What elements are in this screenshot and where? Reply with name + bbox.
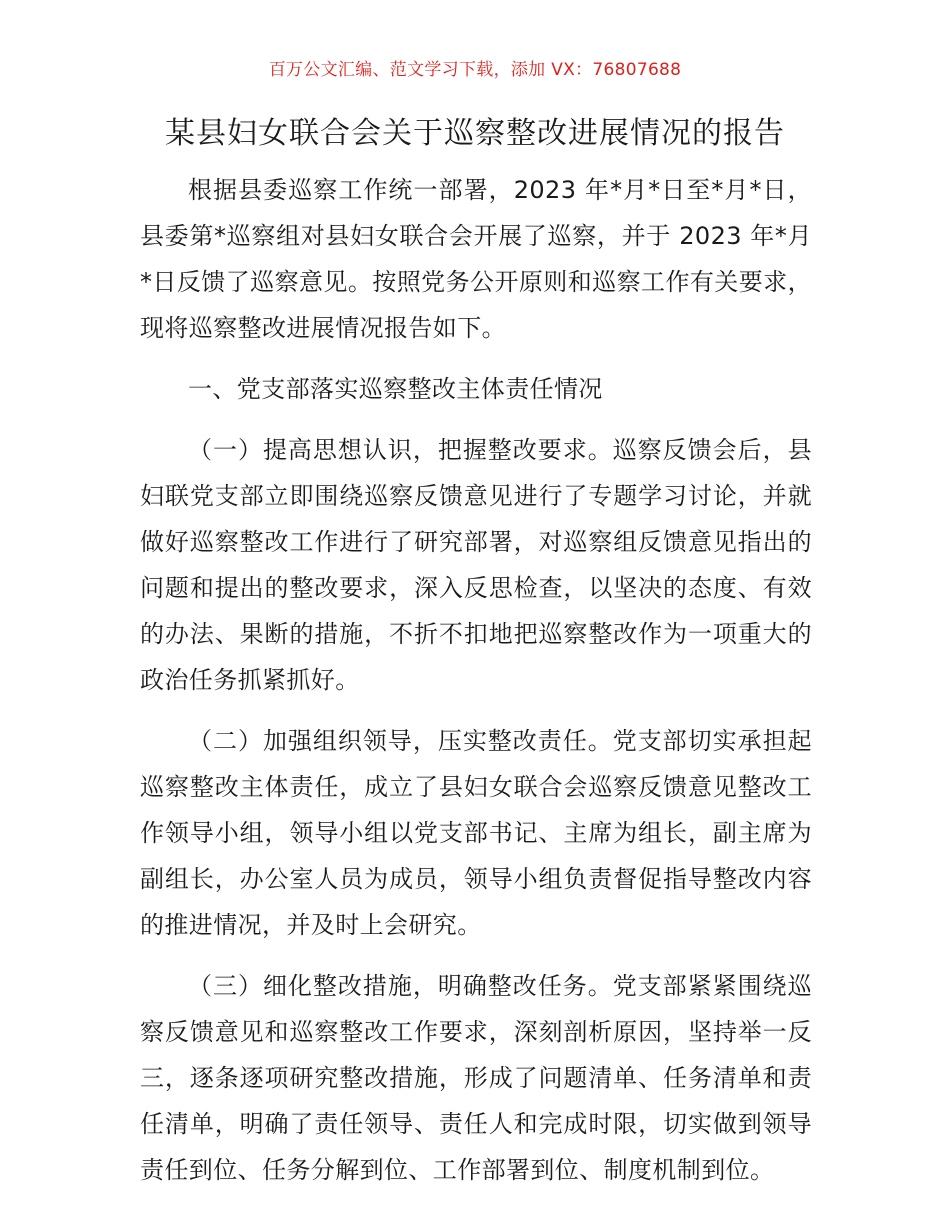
subsection-paragraph-2: （二）加强组织领导，压实整改责任。党支部切实承担起巡察整改主体责任，成立了县妇女联合会巡察反馈意见整改工作领导小组，领导小组以党支部书记、主席为组长，副主席为副组长，办公室人员为成员，领导小组负责督促指导整改内容的推进情况，并及时上会研究。 xyxy=(140,727,812,939)
subsection-paragraph-1: （一）提高思想认识，把握整改要求。巡察反馈会后，县妇联党支部立即围绕巡察反馈意见进行了专题学习讨论，并就做好巡察整改工作进行了研究部署，对巡察组反馈意见指出的问题和提出的整改要求，深入反思检查，以坚决的态度、有效的办法、果断的措施，不折不扣地把巡察整改作为一项重大的政治任务抓紧抓好。 xyxy=(140,436,812,694)
watermark-banner: 百万公文汇编、范文学习下载，添加 VX：76807688 xyxy=(268,60,682,80)
subsection-paragraph-3: （三）细化整改措施，明确整改任务。党支部紧紧围绕巡察反馈意见和巡察整改工作要求，深刻剖析原因，坚持举一反三，逐条逐项研究整改措施，形成了问题清单、任务清单和责任清单，明确了责任领导、责任人和完成时限，切实做到领导责任到位、任务分解到位、工作部署到位、制度机制到位。 xyxy=(140,972,812,1184)
intro-paragraph: 根据县委巡察工作统一部署，2023 年*月*日至*月*日，县委第*巡察组对县妇女联合会开展了巡察，并于 2023 年*月*日反馈了巡察意见。按照党务公开原则和巡察工作有关要求，现将巡察整改进展情况报告如下。 xyxy=(140,176,812,342)
document-body xyxy=(140,167,812,1193)
section-heading: 一、党支部落实巡察整改主体责任情况 xyxy=(188,375,603,403)
document-title: 某县妇女联合会关于巡察整改进展情况的报告 xyxy=(165,116,785,151)
